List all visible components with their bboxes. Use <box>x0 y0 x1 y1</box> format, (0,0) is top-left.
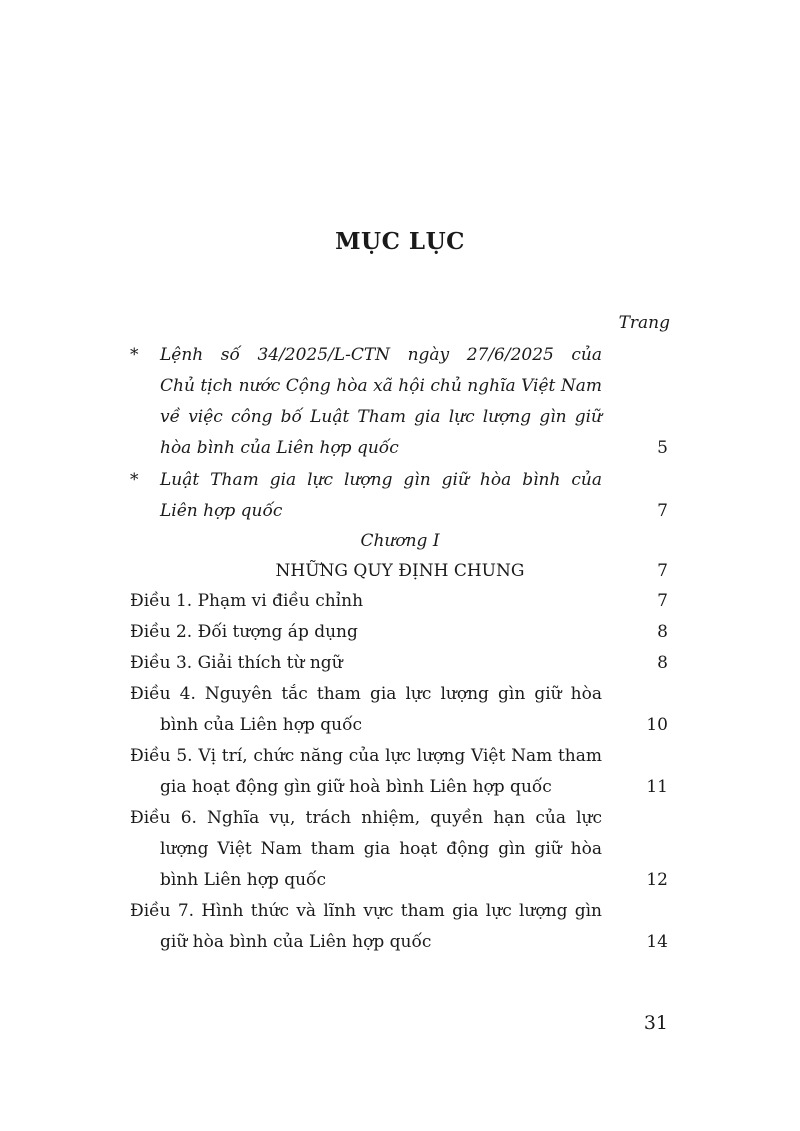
entry-line: Điều 3. Giải thích từ ngữ <box>130 653 343 673</box>
entry-line: giữ hòa bình của Liên hợp quốc <box>160 932 432 952</box>
bullet-star: * <box>130 345 139 365</box>
entry-line: Chủ tịch nước Cộng hòa xã hội chủ nghĩa Việt Nam <box>160 376 602 396</box>
entry-page-number: 7 <box>657 561 668 581</box>
chapter-title: NHỮNG QUY ĐỊNH CHUNG <box>275 561 525 581</box>
entry-line: Luật Tham gia lực lượng gìn giữ hòa bình của <box>160 470 602 490</box>
entry-line: Lệnh số 34/2025/L-CTN ngày 27/6/2025 của <box>160 345 602 365</box>
entry-line: bình Liên hợp quốc <box>160 870 326 890</box>
entry-page-number: 12 <box>646 870 668 890</box>
entry-page-number: 5 <box>657 438 668 458</box>
entry-page-number: 10 <box>646 715 668 735</box>
entry-line: Điều 4. Nguyên tắc tham gia lực lượng gìn giữ hòa <box>130 684 602 704</box>
entry-line: Điều 5. Vị trí, chức năng của lực lượng Việt Nam tham <box>130 746 602 766</box>
entry-page-number: 11 <box>646 777 668 797</box>
entry-line: về việc công bố Luật Tham gia lực lượng gìn giữ <box>160 407 602 427</box>
entry-line: lượng Việt Nam tham gia hoạt động gìn giữ hòa <box>160 839 602 859</box>
entry-page-number: 14 <box>646 932 668 952</box>
bullet-star: * <box>130 470 139 490</box>
chapter-label: Chương I <box>360 531 440 551</box>
entry-line: Điều 2. Đối tượng áp dụng <box>130 622 358 642</box>
entry-line: Điều 6. Nghĩa vụ, trách nhiệm, quyền hạn của lực <box>130 808 602 828</box>
entry-page-number: 7 <box>657 501 668 521</box>
entry-line: Điều 1. Phạm vi điều chỉnh <box>130 591 364 611</box>
entry-page-number: 7 <box>657 591 668 611</box>
page-column-label: Trang <box>618 313 670 333</box>
entry-line: Liên hợp quốc <box>160 501 283 521</box>
entry-line: bình của Liên hợp quốc <box>160 715 362 735</box>
entry-page-number: 8 <box>657 622 668 642</box>
entry-line: gia hoạt động gìn giữ hoà bình Liên hợp quốc <box>160 777 552 797</box>
entry-line: Điều 7. Hình thức và lĩnh vực tham gia lực lượng gìn <box>130 901 602 921</box>
entry-line: hòa bình của Liên hợp quốc <box>160 438 399 458</box>
page-title: MỤC LỤC <box>335 228 465 255</box>
page-number: 31 <box>643 1012 668 1034</box>
entry-page-number: 8 <box>657 653 668 673</box>
